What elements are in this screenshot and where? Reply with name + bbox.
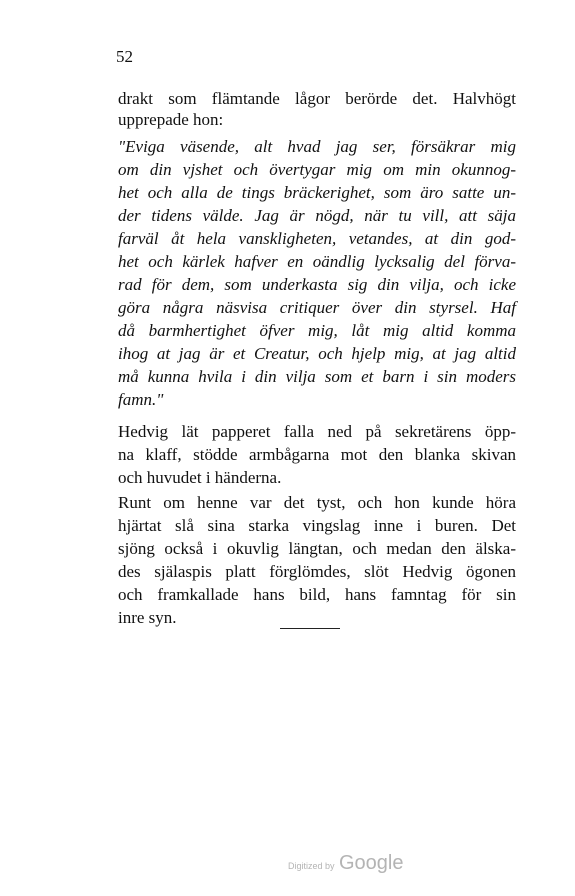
text-line: sjöng också i okuvlig längtan, och medan den älska- xyxy=(118,539,516,558)
quote-line: ihog at jag är et Creatur, och hjelp mig, at jag altid xyxy=(118,344,516,363)
text-line: och framkallade hans bild, hans famntag för sin xyxy=(118,585,516,604)
quote-line: göra några näsvisa critiquer över din styrsel. Haf xyxy=(118,298,516,317)
text-line: upprepade hon: xyxy=(118,110,224,129)
watermark-prefix: Digitized by xyxy=(288,861,335,871)
quote-line: "Eviga väsende, alt hvad jag ser, försäkrar mig xyxy=(118,137,516,156)
quote-line: rad för dem, som underkasta sig din vilja, och icke xyxy=(118,275,516,294)
quote-line: då barmhertighet öfver mig, låt mig altid komma xyxy=(118,321,516,340)
quote-line: het och alla de tings bräckerighet, som äro satte un- xyxy=(118,183,516,202)
section-divider xyxy=(280,628,340,629)
quote-line: må kunna hvila i din vilja som et barn i sin moders xyxy=(118,367,516,386)
digitized-watermark xyxy=(288,852,403,875)
quote-line: der tidens välde. Jag är nögd, när tu vill, att säja xyxy=(118,206,516,225)
text-line: hjärtat slå sina starka vingslag inne i buren. Det xyxy=(118,516,516,535)
quote-line: famn." xyxy=(118,390,164,409)
text-line: inre syn. xyxy=(118,608,177,627)
quote-line: het och kärlek hafver en oändlig lycksalig del förva- xyxy=(118,252,516,271)
text-line: Runt om henne var det tyst, och hon kunde höra xyxy=(118,493,516,512)
text-line: Hedvig lät papperet falla ned på sekretärens öpp- xyxy=(118,422,516,441)
quote-line: farväl åt hela vanskligheten, vetandes, at din god- xyxy=(118,229,516,248)
page-number: 52 xyxy=(116,47,133,66)
watermark-brand: Google xyxy=(338,852,404,874)
text-line: na klaff, stödde armbågarna mot den blanka skivan xyxy=(118,445,516,464)
text-line: och huvudet i händerna. xyxy=(118,468,282,487)
text-line: des själaspis platt förglömdes, slöt Hedvig ögonen xyxy=(118,562,516,581)
quote-line: om din vjshet och övertygar mig om min okunnog- xyxy=(118,160,516,179)
text-line: drakt som flämtande lågor berörde det. Halvhögt xyxy=(118,89,516,108)
